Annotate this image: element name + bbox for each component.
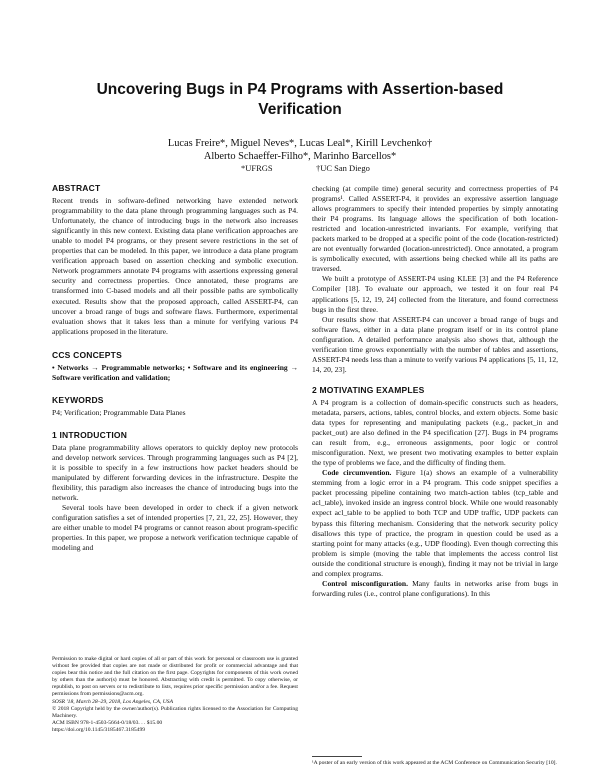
paper-title	[40, 80, 560, 120]
isbn-line: ACM ISBN 978-1-4503-5664-0/18/03. . . $15.00	[52, 719, 163, 726]
control-misconfiguration-label: Control misconfiguration.	[322, 578, 408, 588]
ccs-item-networks: • Networks → Programmable networks;	[52, 362, 186, 372]
right-paragraph-0: checking (at compile time) general security and correctness properties of P4 programs¹. Called ASSERT-P4, it provides an expressive assertion language allows programmers to specify their intended properties by simply annotating their P4 programs. Its language allows the specification of both location-restricted and location-unrestricted invariants. For example, verifying that packets marked to be dropped at a specific point of the code (location-restricted) are not eventually forwarded (location-unrestricted). Once annotated, a program is symbolically executed, with assertions being checked while all its paths are traversed.	[312, 184, 558, 274]
authors-line-2: Alberto Schaeffer-Filho*, Marinho Barcellos*	[203, 150, 397, 162]
ccs-concepts	[52, 363, 298, 383]
abstract-text: Recent trends in software-defined networking have extended network programmability to the data plane through programming languages such as P4. Unfortunately, the chance of introducing bugs in the network also increases significantly in this new context. Existing data plane verification approaches are unable to model P4 programs, or they present severe restrictions in the set of properties that can be modeled. In this paper, we introduce a data plane program verification approach based on assertion checking and symbolic execution. Network programmers annotate P4 programs with assertions expressing general security and correctness properties. Once annotated, these programs are transformed into C-based models and all their possible paths are symbolically executed. Results show that the proposed approach, called ASSERT-P4, can uncover a broad range of bugs and software flaws. Furthermore, experimental evaluation shows that it takes less than a minute for verifying various P4 applications proposed in the literature.	[52, 196, 298, 336]
ccs-item-software: • Software and its engineering → Software verification and validation;	[52, 362, 298, 382]
abstract-heading: ABSTRACT	[52, 183, 101, 193]
keywords-heading: KEYWORDS	[52, 394, 104, 405]
right-column	[312, 184, 558, 599]
doi-link[interactable]: https://doi.org/10.1145/3185467.3185499	[52, 726, 146, 733]
affiliation-ucsd: †UC San Diego	[316, 163, 370, 173]
code-circumvention-text: Figure 1(a) shows an example of a vulnerability stemming from a logic error in a P4 program. This code snippet specifies a packet processing pipeline containing two match-action tables (tcp_table and acl_table), invoked inside an ingress control block. While one would reasonably expect acl_table to be applied to both TCP and UDP traffic, UDP packets can bypass this filtering mechanism. Considering that the network security policy disallows this type of practice, the program in question could be used as a starting point for many attacks (e.g., UDP flooding). Even though correcting this problem is simple (moving the table that implements the access control list outside the conditional structure is enough), finding it may not be trivial in large and complex programs.	[312, 468, 558, 578]
control-misconfiguration-paragraph	[312, 579, 558, 599]
affiliation-ufrgs: *UFRGS	[241, 163, 273, 173]
title-line-1: Uncovering Bugs in P4 Programs with Assertion-based	[96, 81, 504, 98]
code-circumvention-label: Code circumvention.	[322, 468, 392, 478]
intro-paragraph-1: Data plane programmability allows operators to quickly deploy new protocols and develop network services. Through programming languages such as P4 [2], it is possible to specify in a few instructions how packet headers should be manipulated by different forwarding devices in the infrastructure. Despite the flexibility, this paradigm also increases the chance of introducing bugs into the network.	[52, 442, 298, 503]
intro-paragraph-2: Several tools have been developed in order to check if a given network configuration satisfies a set of intended properties [7, 21, 22, 25]. However, they are either unable to model P4 programs or cannot reason about program-specific properties. In this paper, we propose a network verification technique capable of modeling and	[52, 503, 298, 553]
author-block	[40, 138, 560, 163]
intro-heading: 1 INTRODUCTION	[52, 429, 128, 440]
permission-footnote	[52, 656, 298, 734]
motivating-paragraph: A P4 program is a collection of domain-specific constructs such as headers, metadata, parsers, actions, tables, control blocks, and extern objects. Some basic data types for representing and manipulating packets (e.g., packet_in and packet_out) are also defined in the P4 specification [27]. Bugs in P4 programs can result from, e.g., erroneous assignments, poor logic or control misconfiguration. Next, we present two motivating examples to better explain the type of problems we face, and the difficulty of finding them.	[312, 397, 558, 468]
right-paragraph-1: We built a prototype of ASSERT-P4 using KLEE [3] and the P4 Reference Compiler [18]. To evaluate our approach, we tested it on four real P4 applications [5, 12, 19, 24] collected from the literature, and found correctness bugs in the first three.	[312, 274, 558, 314]
control-misconfiguration-text: Many faults in networks arise from bugs in forwarding rules (i.e., control plane configurations). In this	[312, 578, 558, 598]
permission-text: Permission to make digital or hard copies of all or part of this work for personal or classroom use is granted without fee provided that copies are not made or distributed for profit or commercial advantage and that copies bear this notice and the full citation on the first page. Copyrights for components of this work owned by others than the author(s) must be honored. Abstracting with credit is permitted. To copy otherwise, or republish, to post on servers or to redistribute to lists, requires prior specific permission and/or a fee. Request permissions from permissions@acm.org.	[52, 656, 298, 698]
motivating-heading: 2 MOTIVATING EXAMPLES	[312, 384, 425, 395]
copyright-line: © 2018 Copyright held by the owner/author(s). Publication rights licensed to the Association for Computing Machinery.	[52, 705, 298, 719]
footnote-rule	[312, 756, 362, 757]
left-column	[52, 183, 298, 554]
ccs-heading: CCS CONCEPTS	[52, 349, 122, 360]
venue-line: SOSR '18, March 28–29, 2018, Los Angeles, CA, USA	[52, 698, 173, 705]
right-paragraph-2: Our results show that ASSERT-P4 can uncover a broad range of bugs and software flaws, either in a data plane program itself or in its control plane configuration. A detailed performance analysis also shows that, although the verification time grows exponentially with the number of tables and assertions, ASSERT-P4 needs less than a minute to verify various P4 applications [5, 11, 12, 14, 20, 23].	[312, 314, 558, 374]
title-line-2: Verification	[258, 101, 342, 118]
footnote-1: ¹A poster of an early version of this work appeared at the ACM Conference on Communication Security [10].	[312, 760, 557, 766]
code-circumvention-paragraph	[312, 468, 558, 579]
authors-line-1: Lucas Freire*, Miguel Neves*, Lucas Leal*, Kirill Levchenko†	[167, 138, 433, 149]
keywords-text: P4; Verification; Programmable Data Planes	[52, 407, 186, 417]
